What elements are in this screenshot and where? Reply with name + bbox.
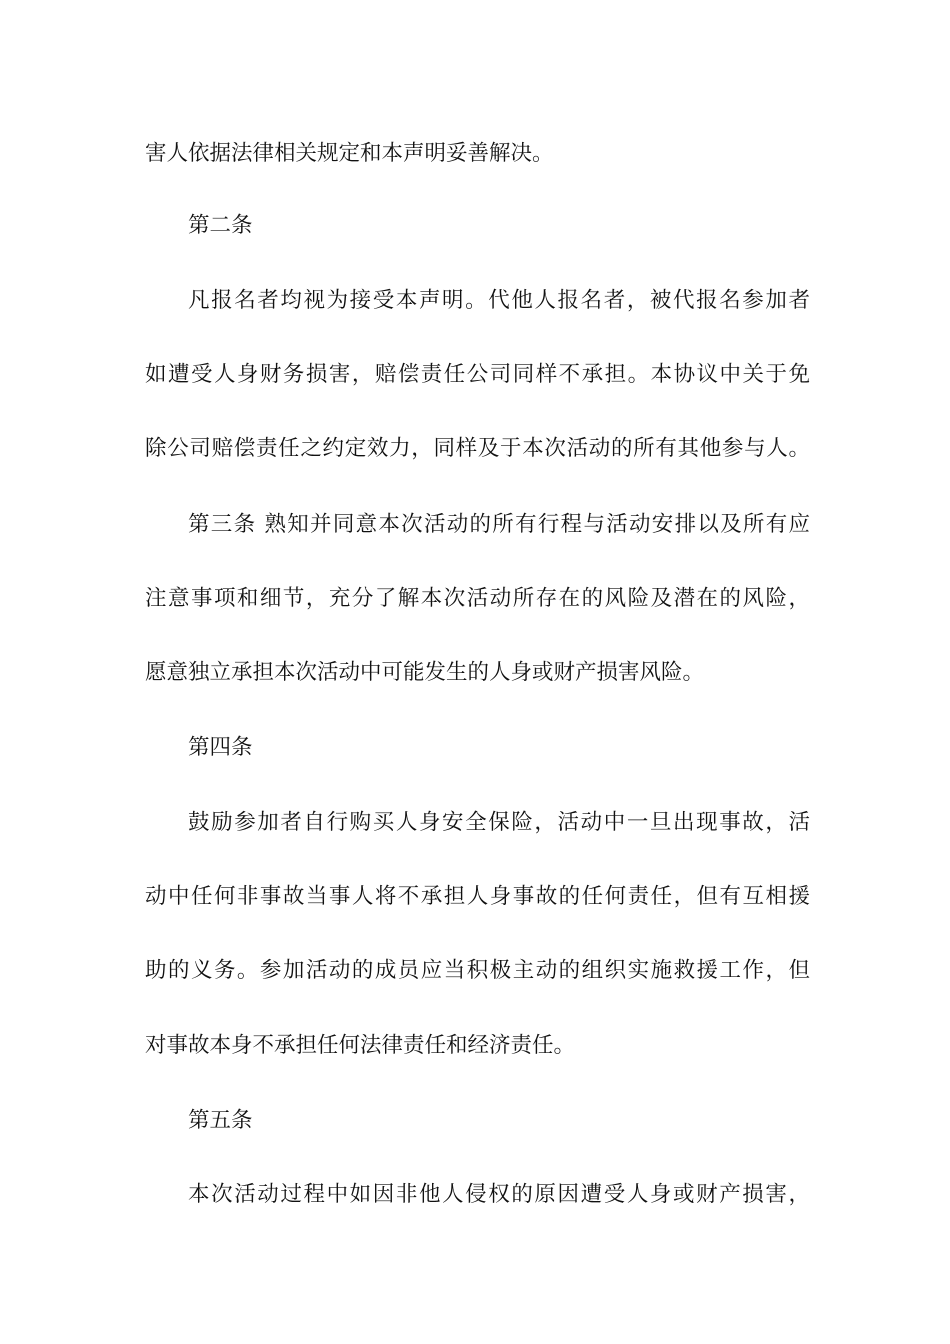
article-3-line-1: 第三条 熟知并同意本次活动的所有行程与活动安排以及所有应 (188, 512, 810, 537)
article-3-line-2: 注意事项和细节，充分了解本次活动所存在的风险及潜在的风险， (145, 586, 810, 611)
article-2-heading: 第二条 (188, 213, 253, 238)
article-5-line-1: 本次活动过程中如因非他人侵权的原因遭受人身或财产损害， (188, 1182, 810, 1207)
article-5-heading: 第五条 (188, 1108, 253, 1133)
article-4-line-2: 动中任何非事故当事人将不承担人身事故的任何责任，但有互相援 (145, 884, 810, 909)
article-4-line-3: 助的义务。参加活动的成员应当积极主动的组织实施救援工作，但 (145, 958, 810, 983)
article-2-line-1: 凡报名者均视为接受本声明。代他人报名者，被代报名参加者 (188, 288, 810, 313)
article-2-line-2: 如遭受人身财务损害，赔偿责任公司同样不承担。本协议中关于免 (145, 362, 810, 387)
article-4-line-1: 鼓励参加者自行购买人身安全保险，活动中一旦出现事故，活 (188, 810, 810, 835)
article-2-line-3: 除公司赔偿责任之约定效力，同样及于本次活动的所有其他参与人。 (145, 436, 810, 461)
article-3-line-3: 愿意独立承担本次活动中可能发生的人身或财产损害风险。 (145, 660, 705, 685)
paragraph-line-1: 害人依据法律相关规定和本声明妥善解决。 (145, 141, 554, 166)
article-4-line-4: 对事故本身不承担任何法律责任和经济责任。 (145, 1033, 576, 1058)
article-4-heading: 第四条 (188, 735, 253, 760)
